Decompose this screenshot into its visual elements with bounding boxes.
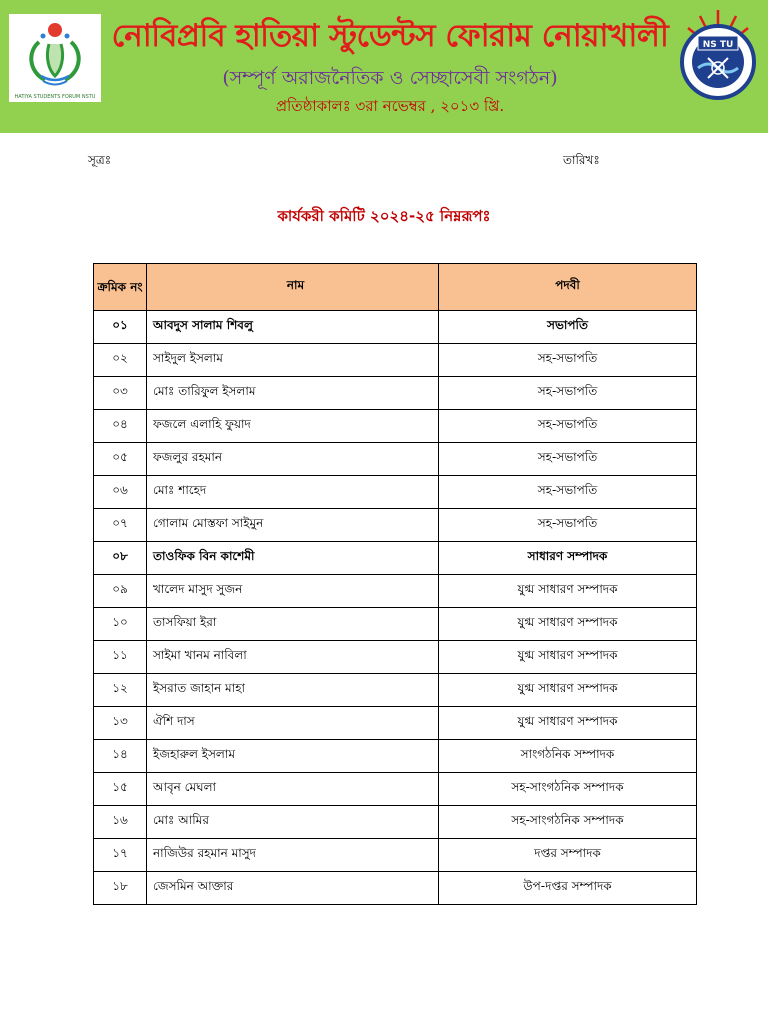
serial-cell: ১২ (94, 674, 147, 707)
post-cell: দপ্তর সম্পাদক (439, 839, 697, 872)
name-cell: তাসফিয়া ইরা (147, 608, 439, 641)
table-row (94, 608, 697, 641)
name-cell: ইসরাত জাহান মাহা (147, 674, 439, 707)
table-row (94, 806, 697, 839)
organization-title: নোবিপ্রবি হাতিয়া স্টুডেন্টস ফোরাম নোয়াখালী (111, 18, 669, 54)
post-cell: যুগ্ম সাধারণ সম্পাদক (439, 608, 697, 641)
serial-cell: ১৭ (94, 839, 147, 872)
table-row (94, 443, 697, 476)
table-row (94, 311, 697, 344)
university-logo-text: NS TU (702, 40, 734, 50)
serial-cell: ১১ (94, 641, 147, 674)
post-cell: সহ-সভাপতি (439, 410, 697, 443)
column-header-serial: ক্রমিক নং (94, 264, 147, 311)
serial-cell: ১৮ (94, 872, 147, 905)
table-row (94, 542, 697, 575)
name-cell: গোলাম মোস্তফা সাইমুন (147, 509, 439, 542)
table-row (94, 641, 697, 674)
serial-cell: ০৩ (94, 377, 147, 410)
letterhead (0, 0, 768, 133)
column-header-name: নাম (147, 264, 439, 311)
post-cell: সহ-সভাপতি (439, 443, 697, 476)
table-row (94, 773, 697, 806)
name-cell: আবদুস সালাম শিবলু (147, 311, 439, 344)
name-cell: ইজহারুল ইসলাম (147, 740, 439, 773)
post-cell: সহ-সাংগঠনিক সম্পাদক (439, 806, 697, 839)
post-cell: উপ-দপ্তর সম্পাদক (439, 872, 697, 905)
name-cell: সাইমা খানম নাবিলা (147, 641, 439, 674)
serial-cell: ১৬ (94, 806, 147, 839)
column-header-post: পদবী (439, 264, 697, 311)
founding-date: প্রতিষ্ঠাকালঃ ৩রা নভেম্বর , ২০১৩ খ্রি. (275, 97, 505, 115)
table-row (94, 872, 697, 905)
organization-subtitle: (সম্পূর্ণ অরাজনৈতিক ও সেচ্ছাসেবী সংগঠন) (222, 67, 558, 89)
table-row (94, 674, 697, 707)
serial-cell: ০৬ (94, 476, 147, 509)
table-row (94, 377, 697, 410)
name-cell: ঐশি দাস (147, 707, 439, 740)
serial-cell: ০৫ (94, 443, 147, 476)
serial-cell: ১৫ (94, 773, 147, 806)
table-row (94, 575, 697, 608)
table-row (94, 509, 697, 542)
committee-table (93, 263, 697, 905)
post-cell: সহ-সভাপতি (439, 509, 697, 542)
name-cell: মোঃ তারিফুল ইসলাম (147, 377, 439, 410)
serial-cell: ১০ (94, 608, 147, 641)
post-cell: সহ-সভাপতি (439, 377, 697, 410)
name-cell: মোঃ শাহেদ (147, 476, 439, 509)
name-cell: তাওফিক বিন কাশেমী (147, 542, 439, 575)
post-cell: সভাপতি (439, 311, 697, 344)
name-cell: সাইদুল ইসলাম (147, 344, 439, 377)
forum-logo (9, 14, 101, 102)
post-cell: সহ-সাংগঠনিক সম্পাদক (439, 773, 697, 806)
post-cell: সহ-সভাপতি (439, 344, 697, 377)
serial-cell: ০২ (94, 344, 147, 377)
serial-cell: ০৭ (94, 509, 147, 542)
post-cell: সাংগঠনিক সম্পাদক (439, 740, 697, 773)
university-logo (674, 6, 762, 104)
table-row (94, 839, 697, 872)
serial-cell: ০৮ (94, 542, 147, 575)
university-emblem-icon (674, 6, 762, 104)
date-label: তারিখঃ (563, 153, 600, 167)
table-row (94, 707, 697, 740)
name-cell: মোঃ আমির (147, 806, 439, 839)
forum-logo-icon (9, 14, 101, 102)
table-header-row (94, 264, 697, 311)
table-row (94, 476, 697, 509)
serial-cell: ১৩ (94, 707, 147, 740)
post-cell: যুগ্ম সাধারণ সম্পাদক (439, 575, 697, 608)
serial-cell: ০৯ (94, 575, 147, 608)
table-row (94, 410, 697, 443)
reference-label: সূত্রঃ (88, 153, 112, 167)
serial-cell: ০৪ (94, 410, 147, 443)
name-cell: নাজিউর রহমান মাসুদ (147, 839, 439, 872)
post-cell: সহ-সভাপতি (439, 476, 697, 509)
name-cell: জেসমিন আক্তার (147, 872, 439, 905)
post-cell: যুগ্ম সাধারণ সম্পাদক (439, 674, 697, 707)
serial-cell: ১৪ (94, 740, 147, 773)
serial-cell: ০১ (94, 311, 147, 344)
post-cell: সাধারণ সম্পাদক (439, 542, 697, 575)
table-row (94, 740, 697, 773)
post-cell: যুগ্ম সাধারণ সম্পাদক (439, 707, 697, 740)
forum-logo-text: HATIYA STUDENTS FORUM NSTU (14, 94, 96, 100)
name-cell: খালেদ মাসুদ সুজন (147, 575, 439, 608)
name-cell: আবৃন মেঘলা (147, 773, 439, 806)
post-cell: যুগ্ম সাধারণ সম্পাদক (439, 641, 697, 674)
name-cell: ফজলে এলাহি ফুয়াদ (147, 410, 439, 443)
committee-heading: কার্যকরী কমিটি ২০২৪-২৫ নিম্নরূপঃ (277, 207, 491, 225)
table-row (94, 344, 697, 377)
name-cell: ফজলুর রহমান (147, 443, 439, 476)
